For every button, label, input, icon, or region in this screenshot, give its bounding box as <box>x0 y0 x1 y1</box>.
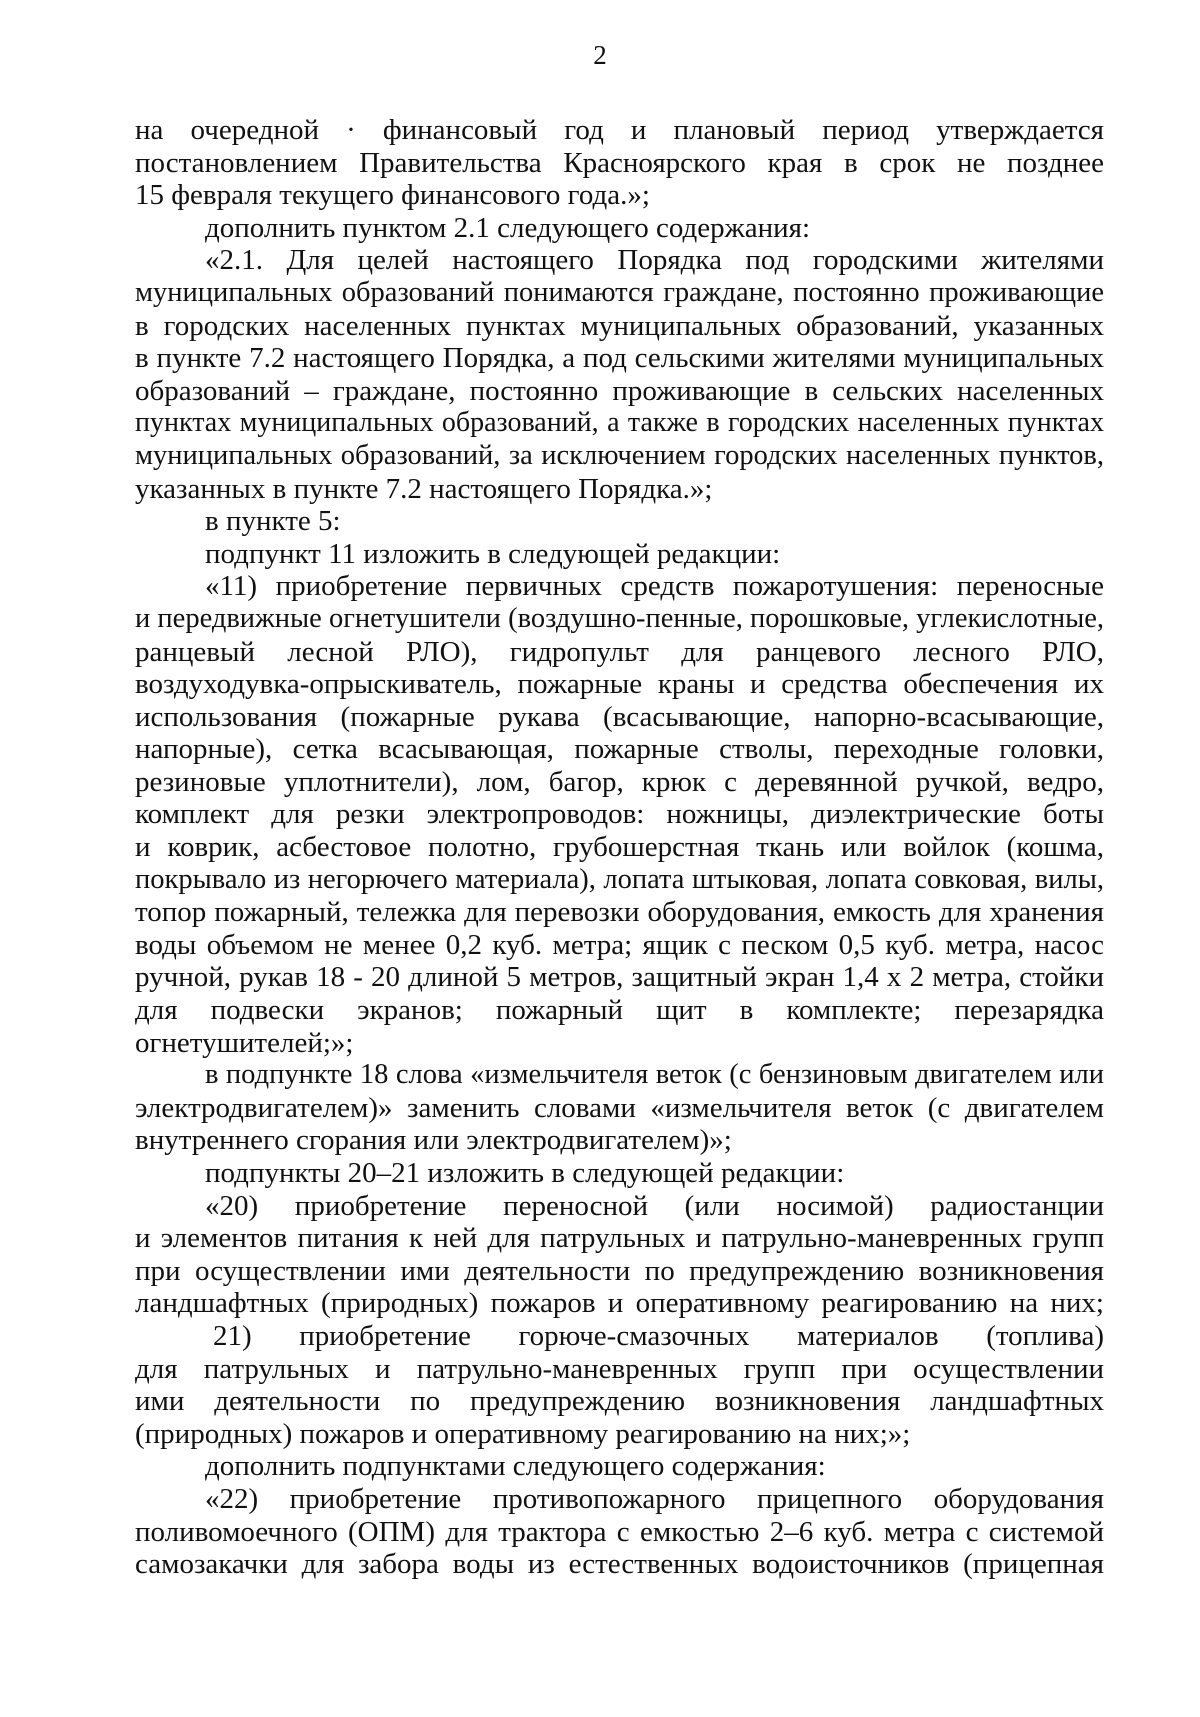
text-line: самозакачки для забора воды из естественных водоисточников (прицепная <box>135 1548 1104 1581</box>
text-line: пунктах муниципальных образований, а также в городских населенных пунктах <box>135 407 1104 439</box>
text-line: 21) приобретение горюче-смазочных материалов (топлива) <box>213 1319 1104 1352</box>
text-line: (природных) пожаров и оперативному реагированию на них;»; <box>135 1417 911 1450</box>
text-line: ландшафтных (природных) пожаров и оперативному реагированию на них; <box>135 1287 1104 1320</box>
text-line: и коврик, асбестовое полотно, грубошерстная ткань или войлок (кошма, <box>135 831 1104 864</box>
text-line: муниципальных образований понимаются граждане, постоянно проживающие <box>135 276 1104 308</box>
text-line: топор пожарный, тележка для перевозки оборудования, емкость для хранения <box>135 896 1104 929</box>
text-line: указанных в пункте 7.2 настоящего Порядка.»; <box>135 472 713 505</box>
text-line: при осуществлении ими деятельности по предупреждению возникновения <box>135 1254 1104 1287</box>
text-line: резиновые уплотнители), лом, багор, крюк с деревянной ручкой, ведро, <box>135 765 1104 798</box>
text-line: для подвески экранов; пожарный щит в комплекте; перезарядка <box>135 994 1104 1027</box>
text-line: и передвижные огнетушители (воздушно-пенные, порошковые, углекислотные, <box>135 602 1104 634</box>
text-line: для патрульных и патрульно-маневренных групп при осуществлении <box>135 1352 1104 1385</box>
text-line: ранцевый лесной РЛО), гидропульт для ранцевого лесного РЛО, <box>135 635 1104 668</box>
text-line: дополнить пунктом 2.1 следующего содержания: <box>205 211 811 244</box>
text-line: постановлением Правительства Красноярского края в срок не позднее <box>135 146 1104 179</box>
text-line: «22) приобретение противопожарного прицепного оборудования <box>205 1482 1104 1515</box>
text-line: подпункт 11 изложить в следующей редакции: <box>205 537 781 570</box>
text-line: поливомоечного (ОПМ) для трактора с емкостью 2–6 куб. метра с системой <box>135 1515 1104 1548</box>
text-line: электродвигателем)» заменить словами «измельчителя веток (с двигателем <box>135 1091 1104 1124</box>
text-line: в городских населенных пунктах муниципальных образований, указанных <box>135 309 1104 342</box>
text-line: муниципальных образований, за исключением городских населенных пунктов, <box>135 439 1104 471</box>
text-line: «20) приобретение переносной (или носимой) радиостанции <box>205 1189 1104 1222</box>
text-line: и элементов питания к ней для патрульных и патрульно-маневренных групп <box>135 1222 1104 1255</box>
text-line: 15 февраля текущего финансового года.»; <box>135 179 650 212</box>
text-line: использования (пожарные рукава (всасывающие, напорно-всасывающие, <box>135 700 1104 733</box>
text-line: покрывало из негорючего материала), лопата штыковая, лопата совковая, вилы, <box>135 863 1104 895</box>
text-line: воздуходувка-опрыскиватель, пожарные краны и средства обеспечения их <box>135 668 1104 701</box>
text-line: «11) приобретение первичных средств пожаротушения: переносные <box>205 570 1104 603</box>
text-line: напорные), сетка всасывающая, пожарные стволы, переходные головки, <box>135 733 1104 766</box>
text-line: на очередной · финансовый год и плановый период утверждается <box>135 114 1104 146</box>
text-line: в пункте 7.2 настоящего Порядка, а под сельскими жителями муниципальных <box>135 342 1104 375</box>
document-body <box>135 114 1104 1581</box>
text-line: ручной, рукав 18 - 20 длиной 5 метров, защитный экран 1,4 х 2 метра, стойки <box>135 961 1104 994</box>
text-line: в подпункте 18 слова «измельчителя веток (с бензиновым двигателем или <box>205 1059 1104 1091</box>
page-number: 2 <box>593 40 607 70</box>
text-line: комплект для резки электропроводов: ножницы, диэлектрические боты <box>135 798 1104 831</box>
text-line: «2.1. Для целей настоящего Порядка под городскими жителями <box>205 244 1104 277</box>
text-line: ими деятельности по предупреждению возникновения ландшафтных <box>135 1385 1104 1418</box>
text-line: внутреннего сгорания или электродвигателем)»; <box>135 1124 732 1157</box>
text-line: воды объемом не менее 0,2 куб. метра; ящик с песком 0,5 куб. метра, насос <box>135 928 1104 961</box>
text-line: в пункте 5: <box>205 505 341 538</box>
text-line: подпункты 20–21 изложить в следующей редакции: <box>205 1157 845 1189</box>
text-line: образований – граждане, постоянно проживающие в сельских населенных <box>135 374 1104 407</box>
text-line: огнетушителей;»; <box>135 1026 354 1059</box>
text-line: дополнить подпунктами следующего содержания: <box>205 1450 826 1483</box>
